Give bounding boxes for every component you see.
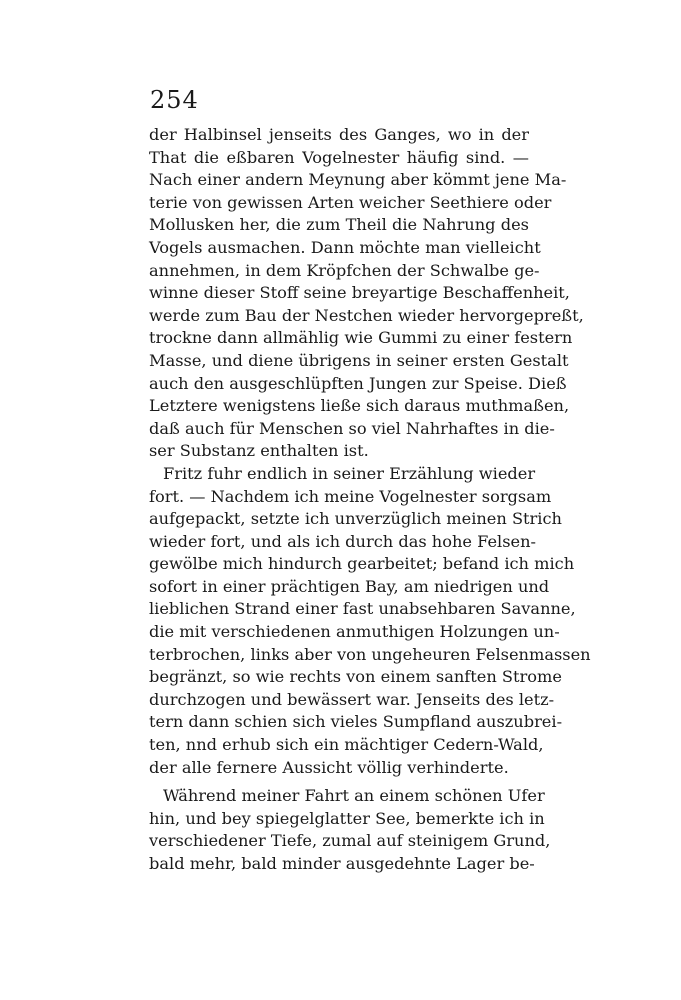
- body-text: [149, 124, 591, 876]
- text-line: der alle fernere Aussicht völlig verhinderte.: [149, 757, 509, 777]
- text-line: terie von gewissen Arten weicher Seethiere oder: [149, 192, 552, 212]
- text-line: die mit verschiedenen anmuthigen Holzungen un-: [149, 622, 560, 642]
- text-line: hin, und bey spiegelglatter See, bemerkte ich in: [149, 808, 545, 828]
- text-line: trockne dann allmählig wie Gummi zu einer festern: [149, 328, 573, 348]
- text-line: daß auch für Menschen so viel Nahrhaftes in die-: [149, 418, 555, 438]
- text-line: Während meiner Fahrt an einem schönen Ufer: [163, 786, 545, 806]
- text-line: auch den ausgeschlüpften Jungen zur Speise. Dieß: [149, 373, 567, 393]
- text-line: gewölbe mich hindurch gearbeitet; befand ich mich: [149, 554, 575, 574]
- text-line: wieder fort, und als ich durch das hohe Felsen-: [149, 531, 536, 551]
- text-line: Letztere wenigstens ließe sich daraus muthmaßen,: [149, 396, 570, 416]
- text-line: Masse, und diene übrigens in seiner ersten Gestalt: [149, 350, 569, 370]
- text-line: sofort in einer prächtigen Bay, am niedrigen und: [149, 576, 550, 596]
- text-line: ten, nnd erhub sich ein mächtiger Cedern-Wald,: [149, 735, 544, 755]
- paragraph-2: [149, 463, 591, 779]
- text-line: Nach einer andern Meynung aber kömmt jene Ma-: [149, 170, 567, 190]
- text-line: durchzogen und bewässert war. Jenseits des letz-: [149, 689, 555, 709]
- text-line: begränzt, so wie rechts von einem sanften Strome: [149, 667, 562, 687]
- text-line: terbrochen, links aber von ungeheuren Felsenmassen: [149, 644, 591, 664]
- paragraph-3: [149, 785, 551, 875]
- text-line: Mollusken her, die zum Theil die Nahrung des: [149, 215, 529, 235]
- text-line: verschiedener Tiefe, zumal auf steinigem Grund,: [149, 831, 551, 851]
- text-line: tern dann schien sich vieles Sumpfland auszubrei-: [149, 712, 563, 732]
- text-line: winne dieser Stoff seine breyartige Beschaffenheit,: [149, 283, 570, 303]
- text-line: ser Substanz enthalten ist.: [149, 441, 369, 461]
- text-line: lieblichen Strand einer fast unabsehbaren Savanne,: [149, 599, 576, 619]
- text-line: aufgepackt, setzte ich unverzüglich meinen Strich: [149, 509, 562, 529]
- page-number: 254: [150, 86, 199, 114]
- text-line: werde zum Bau der Nestchen wieder hervorgepreßt,: [149, 305, 584, 325]
- text-line: bald mehr, bald minder ausgedehnte Lager be-: [149, 854, 535, 873]
- text-line: fort. — Nachdem ich meine Vogelnester sorgsam: [149, 486, 552, 506]
- text-line: Vogels ausmachen. Dann möchte man vielleicht: [149, 237, 541, 257]
- text-line: Fritz fuhr endlich in seiner Erzählung wieder: [163, 463, 536, 483]
- text-line: der Halbinsel jenseits des Ganges, wo in der: [149, 125, 529, 144]
- text-line: That die eßbaren Vogelnester häufig sind. —: [149, 147, 529, 167]
- text-line: annehmen, in dem Kröpfchen der Schwalbe ge-: [149, 260, 540, 280]
- paragraph-1: [149, 124, 584, 463]
